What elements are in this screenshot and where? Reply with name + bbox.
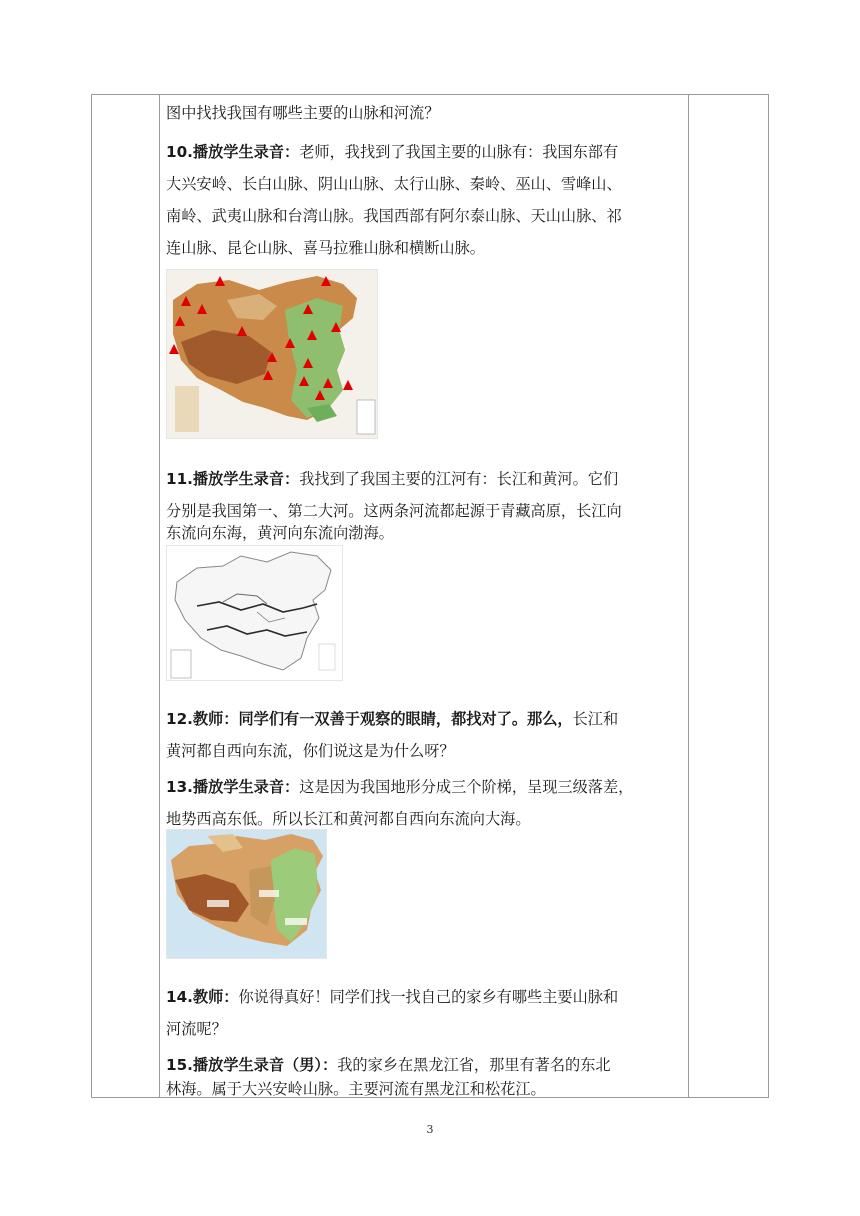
text-line: 15.播放学生录音（男）：我的家乡在黑龙江省，那里有著名的东北 bbox=[166, 1056, 611, 1074]
table-column-divider bbox=[688, 95, 689, 1097]
text-line: 河流呢？ bbox=[166, 1020, 227, 1038]
text-line: 10.播放学生录音：老师，我找到了我国主要的山脉有：我国东部有 bbox=[166, 143, 619, 161]
text-line: 11.播放学生录音：我找到了我国主要的江河有：长江和黄河。它们 bbox=[166, 470, 619, 488]
text-line: 东流向东海，黄河向东流向渤海。 bbox=[166, 524, 394, 542]
text-line: 图中找找我国有哪些主要的山脉和河流？ bbox=[166, 104, 440, 122]
text-line: 连山脉、昆仑山脉、喜马拉雅山脉和横断山脉。 bbox=[166, 239, 485, 257]
mountain-map-image bbox=[166, 269, 378, 439]
page-number: 3 bbox=[426, 1123, 434, 1136]
river-map-image bbox=[166, 545, 343, 681]
text-line: 林海。属于大兴安岭山脉。主要河流有黑龙江和松花江。 bbox=[166, 1080, 546, 1098]
table-column-divider bbox=[159, 95, 160, 1097]
text-line: 12.教师：同学们有一双善于观察的眼睛，都找对了。那么，长江和 bbox=[166, 710, 619, 728]
text-line: 分别是我国第一、第二大河。这两条河流都起源于青藏高原，长江向 bbox=[166, 502, 622, 520]
text-line: 地势西高东低。所以长江和黄河都自西向东流向大海。 bbox=[166, 810, 531, 828]
text-line: 南岭、武夷山脉和台湾山脉。我国西部有阿尔泰山脉、天山山脉、祁 bbox=[166, 207, 622, 225]
text-line: 13.播放学生录音：这是因为我国地形分成三个阶梯，呈现三级落差， bbox=[166, 778, 634, 796]
text-line: 黄河都自西向东流，你们说这是为什么呀？ bbox=[166, 742, 455, 760]
text-line: 14.教师：你说得真好！同学们找一找自己的家乡有哪些主要山脉和 bbox=[166, 988, 619, 1006]
terrain-map-image bbox=[166, 829, 327, 959]
text-line: 大兴安岭、长白山脉、阴山山脉、太行山脉、秦岭、巫山、雪峰山、 bbox=[166, 175, 622, 193]
